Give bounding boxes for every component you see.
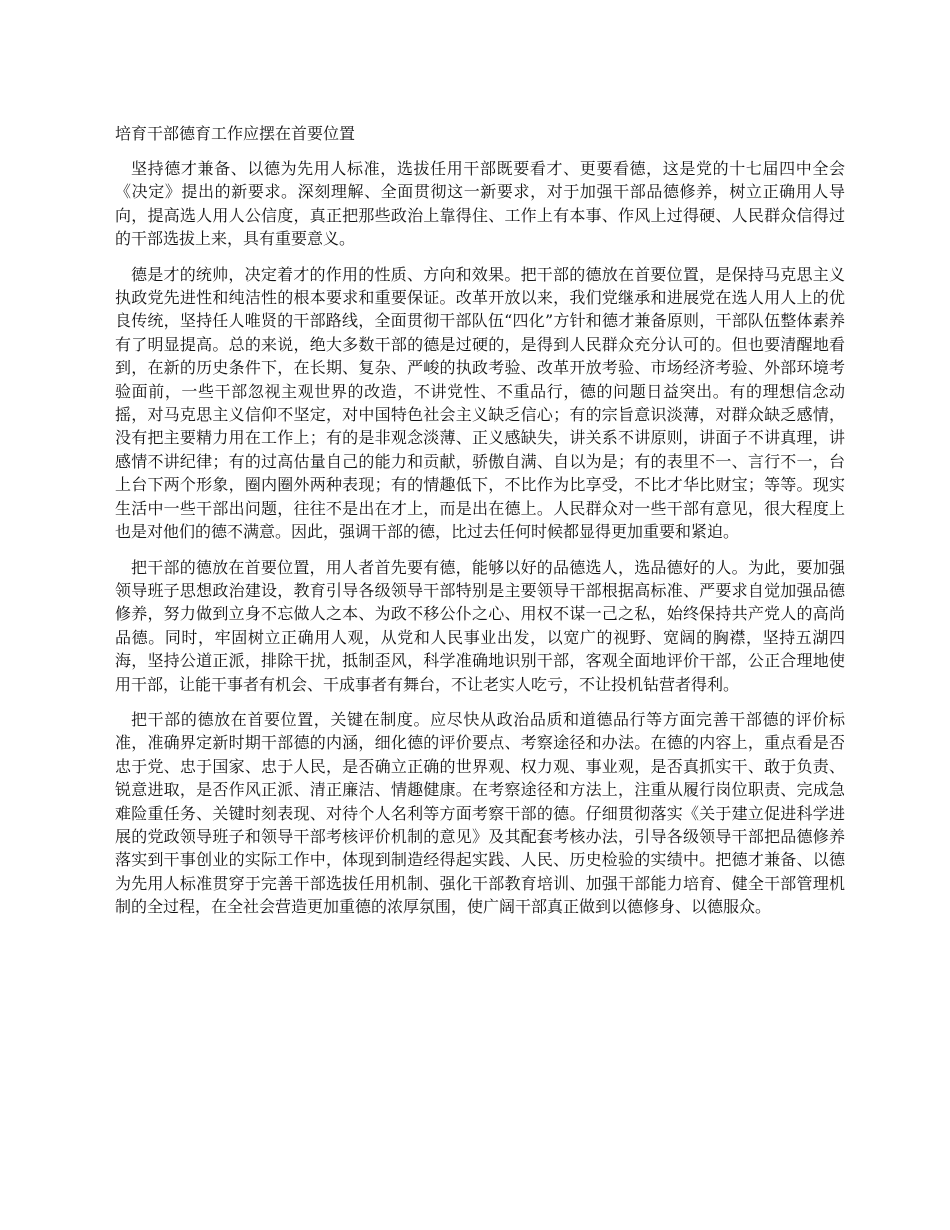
paragraph-1: 坚持德才兼备、以德为先用人标准，选拔任用干部既要看才、更要看德，这是党的十七届四中全会《决定》提出的新要求。深刻理解、全面贯彻这一新要求，对于加强干部品德修养，树立正确用人导向，提高选人用人公信度，真正把那些政治上靠得住、工作上有本事、作风上过得硬、人民群众信得过的干部选拔上来，具有重要意义。 xyxy=(115,159,845,249)
paragraph-4: 把干部的德放在首要位置，关键在制度。应尽快从政治品质和道德品行等方面完善干部德的评价标准，准确界定新时期干部德的内涵，细化德的评价要点、考察途径和办法。在德的内容上，重点看是否忠于党、忠于国家、忠于人民，是否确立正确的世界观、权力观、事业观，是否真抓实干、敢于负责、锐意进取，是否作风正派、清正廉洁、情趣健康。在考察途径和方法上，注重从履行岗位职责、完成急难险重任务、关键时刻表现、对待个人名利等方面考察干部的德。仔细贯彻落实《关于建立促进科学进展的党政领导班子和领导干部考核评价机制的意见》及其配套考核办法，引导各级领导干部把品德修养落实到干事创业的实际工作中，体现到制造经得起实践、人民、历史检验的实绩中。把德才兼备、以德为先用人标准贯穿于完善干部选拔任用机制、强化干部教育培训、加强干部能力培育、健全干部管理机制的全过程，在全社会营造更加重德的浓厚氛围，使广阔干部真正做到以德修身、以德服众。 xyxy=(115,709,845,917)
paragraph-2: 德是才的统帅，决定着才的作用的性质、方向和效果。把干部的德放在首要位置，是保持马克思主义执政党先进性和纯洁性的根本要求和重要保证。改革开放以来，我们党继承和进展党在选人用人上的优良传统，坚持任人唯贤的干部路线，全面贯彻干部队伍“四化”方针和德才兼备原则，干部队伍整体素养有了明显提高。总的来说，绝大多数干部的德是过硬的，是得到人民群众充分认可的。但也要清醒地看到，在新的历史条件下，在长期、复杂、严峻的执政考验、改革开放考验、市场经济考验、外部环境考验面前，一些干部忽视主观世界的改造，不讲党性、不重品行，德的问题日益突出。有的理想信念动摇，对马克思主义信仰不坚定，对中国特色社会主义缺乏信心；有的宗旨意识淡薄，对群众缺乏感情，没有把主要精力用在工作上；有的是非观念淡薄、正义感缺失，讲关系不讲原则，讲面子不讲真理，讲感情不讲纪律；有的过高估量自己的能力和贡献，骄傲自满、自以为是；有的表里不一、言行不一，台上台下两个形象，圈内圈外两种表现；有的情趣低下，不比作为比享受，不比才华比财宝；等等。现实生活中一些干部出问题，往往不是出在才上，而是出在德上。人民群众对一些干部有意见，很大程度上也是对他们的德不满意。因此，强调干部的德，比过去任何时候都显得更加重要和紧迫。 xyxy=(115,264,845,542)
document-page xyxy=(115,122,845,931)
document-title: 培育干部德育工作应摆在首要位置 xyxy=(115,124,356,143)
paragraph-3: 把干部的德放在首要位置，用人者首先要有德，能够以好的品德选人，选品德好的人。为此，要加强领导班子思想政治建设，教育引导各级领导干部特别是主要领导干部根据高标准、严要求自觉加强品德修养，努力做到立身不忘做人之本、为政不移公仆之心、用权不谋一己之私，始终保持共产党人的高尚品德。同时，牢固树立正确用人观，从党和人民事业出发，以宽广的视野、宽阔的胸襟，坚持五湖四海，坚持公道正派，排除干扰，抵制歪风，科学准确地识别干部，客观全面地评价干部，公正合理地使用干部，让能干事者有机会、干成事者有舞台，不让老实人吃亏，不让投机钻营者得利。 xyxy=(115,557,845,694)
